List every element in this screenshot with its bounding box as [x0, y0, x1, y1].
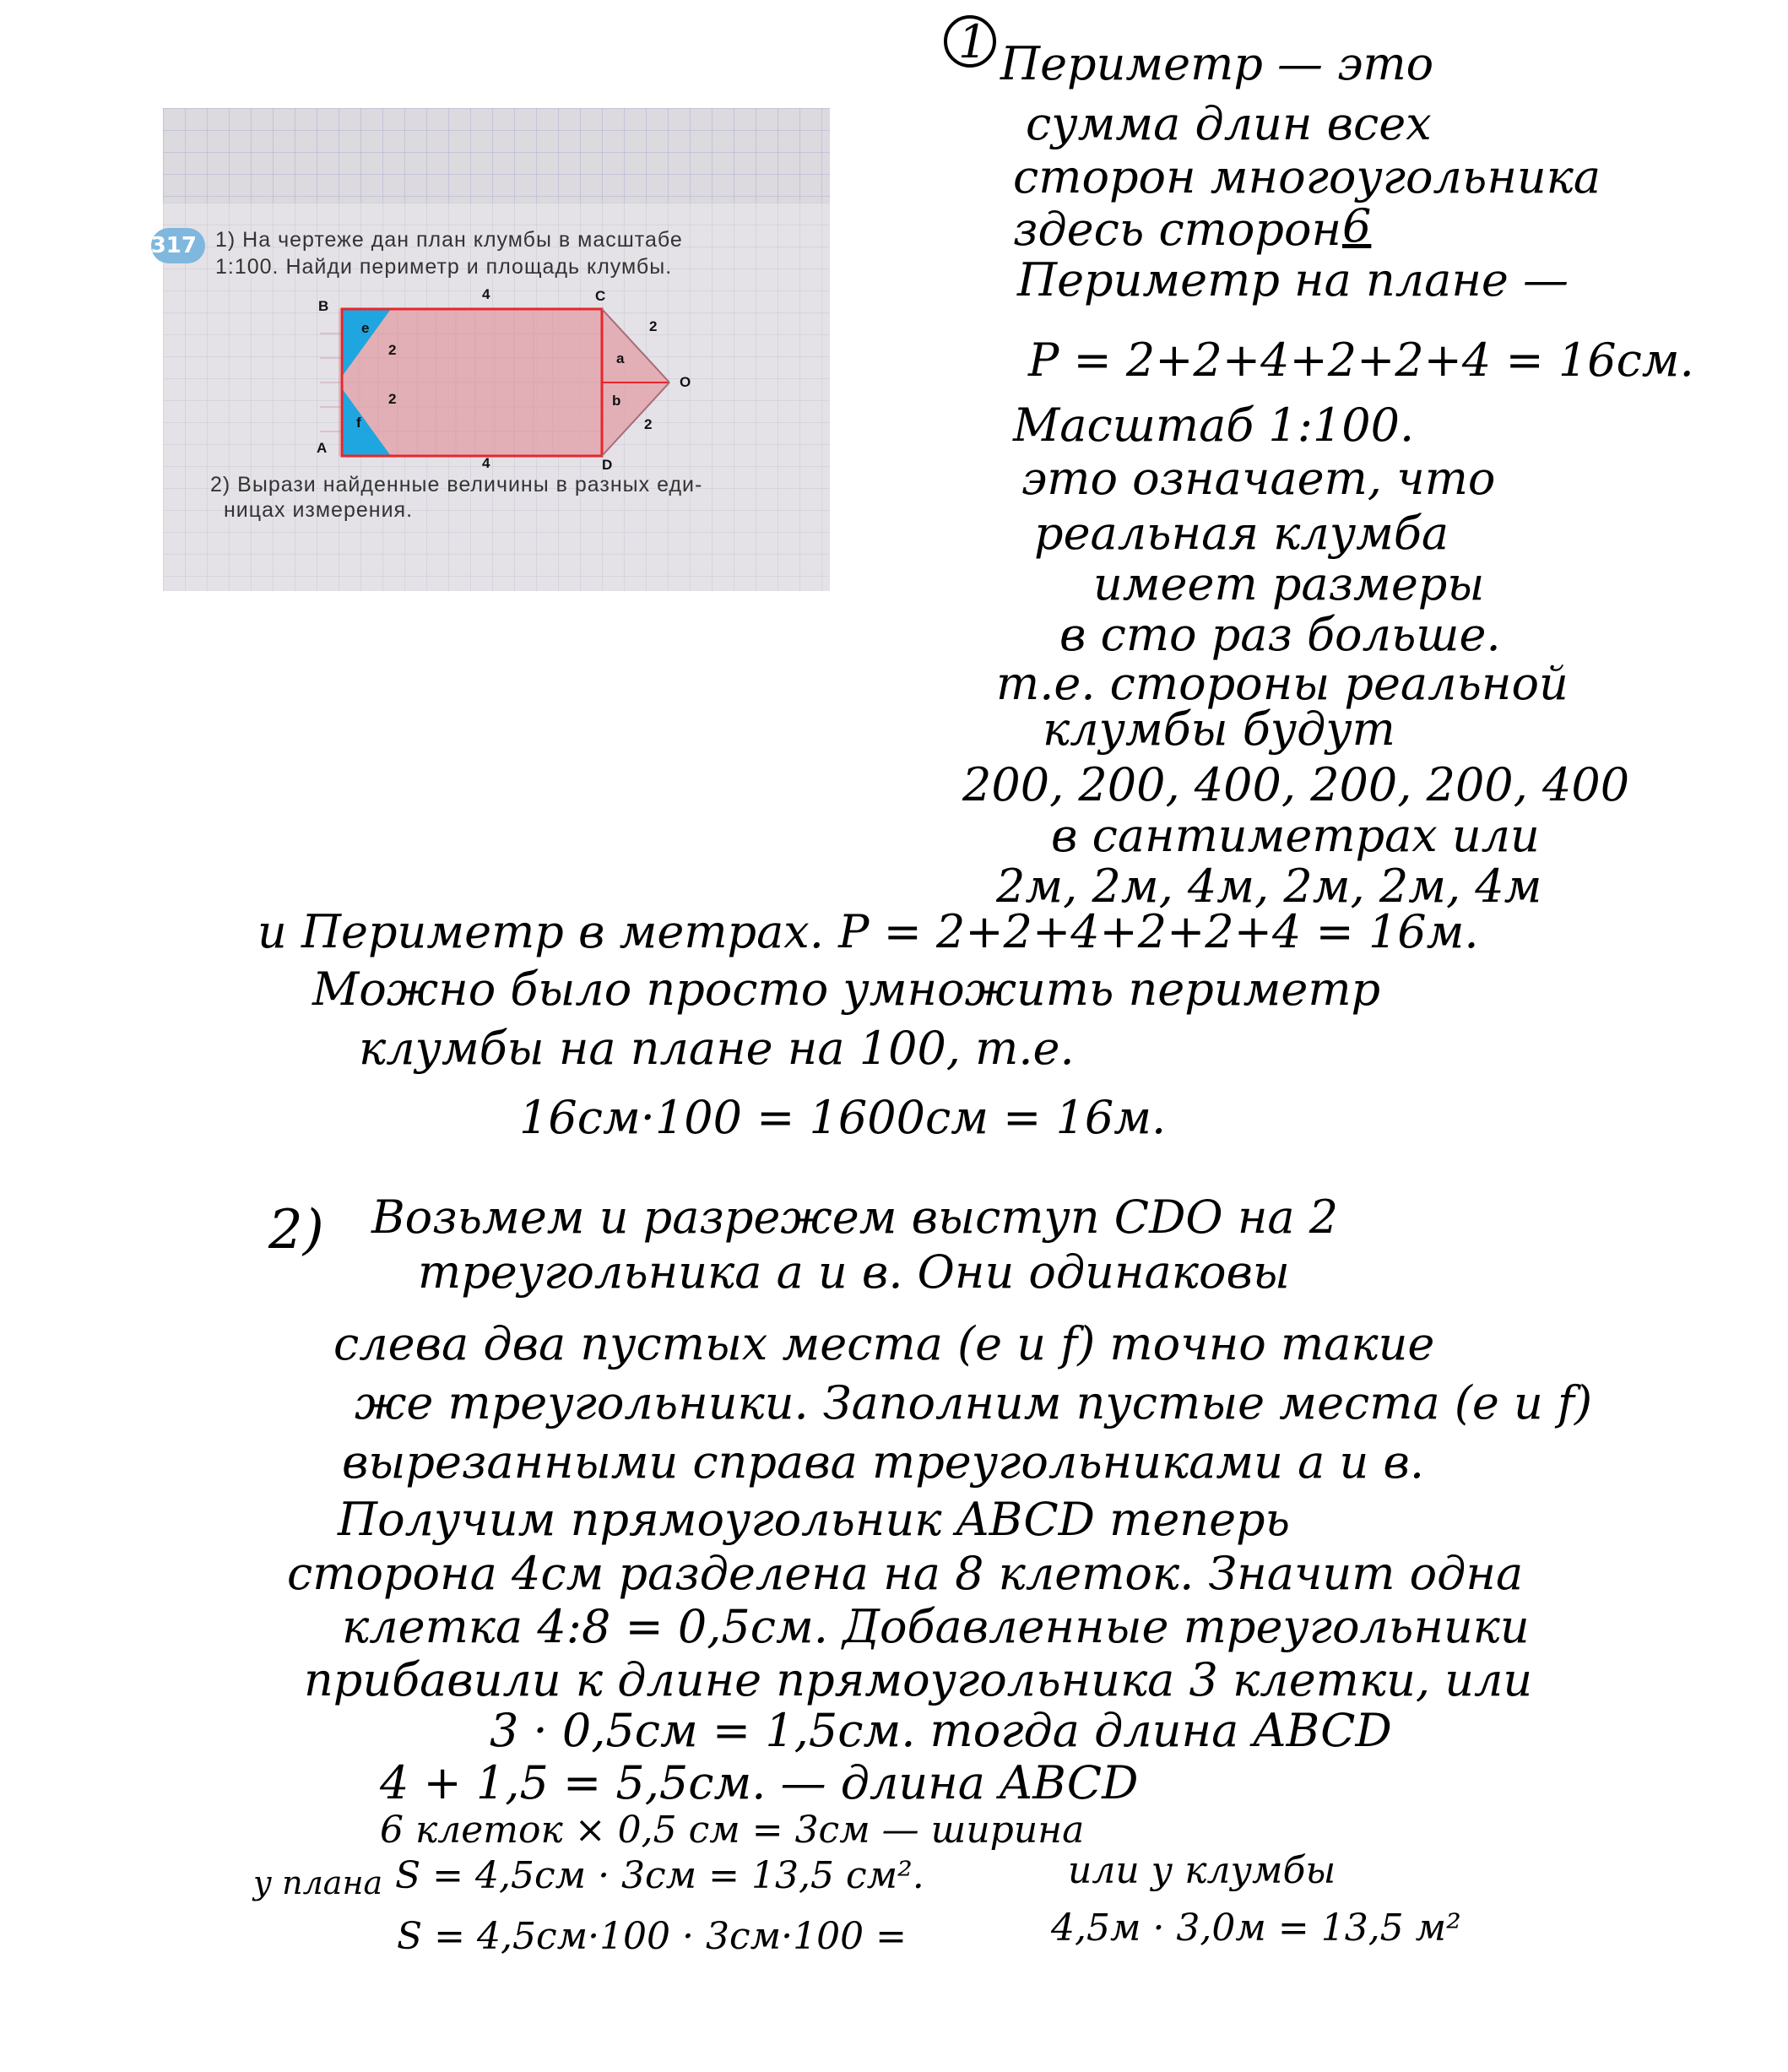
note-l28: клетка 4:8 = 0,5см. Добавленные треугольники	[342, 1600, 1530, 1653]
label-bottom-4: 4	[482, 455, 490, 471]
note-l4-a: здесь сторон	[1013, 203, 1342, 256]
note-l3: сторон многоугольника	[1013, 150, 1601, 203]
label-D: D	[602, 457, 613, 473]
label-f: f	[356, 415, 361, 431]
note-l22: треугольника a и в. Они одинаковы	[418, 1245, 1290, 1299]
label-A: A	[317, 440, 328, 456]
note-l13: клумбы будут	[1043, 702, 1395, 756]
label-e: e	[361, 320, 370, 336]
label-b: b	[612, 393, 621, 409]
textbook-photo	[150, 108, 830, 591]
note-l17: и Периметр в метрах. P = 2+2+4+2+2+4 = 16м.	[257, 905, 1479, 958]
note-l14: 200, 200, 400, 200, 200, 400	[962, 758, 1630, 811]
label-O: O	[680, 374, 691, 390]
note-l33-c: или у клумбы	[1068, 1849, 1336, 1892]
note-l20: 16см·100 = 1600см = 16м.	[519, 1091, 1167, 1144]
note-l34: S = 4,5см·100 · 3см·100 =	[397, 1915, 907, 1958]
note-l7: Масштаб 1:100.	[1013, 399, 1415, 452]
label-left-upper-2: 2	[388, 342, 397, 358]
note-area-real: 4,5м · 3,0м = 13,5 м²	[1051, 1907, 1461, 1950]
note-l32: 6 клеток × 0,5 см = 3см — ширина	[380, 1809, 1085, 1852]
task-text-line2: 1:100. Найди периметр и площадь клумбы.	[215, 255, 673, 279]
label-top-4: 4	[482, 286, 490, 302]
task-text-line3: 2) Вырази найденные величины в разных еди-	[210, 473, 703, 496]
note-l5: Периметр на плане —	[1017, 253, 1569, 306]
label-left-lower-2: 2	[388, 391, 397, 407]
note-l1: Периметр — это	[1000, 37, 1434, 90]
note-l26: Получим прямоугольник ABCD теперь	[338, 1493, 1290, 1546]
note-l23: слева два пустых места (e и f) точно такие	[333, 1317, 1435, 1370]
note-l12: т.е. стороны реальной	[996, 657, 1569, 710]
note-l19: клумбы на плане на 100, т.е.	[359, 1022, 1075, 1075]
task-text-line4: ницах измерения.	[224, 498, 414, 522]
label-od-2: 2	[644, 416, 653, 432]
note-l33-a: у плана	[253, 1864, 383, 1901]
note-l29: прибавили к длине прямоугольника 3 клетки, или	[304, 1653, 1533, 1706]
note-l31: 4 + 1,5 = 5,5см. — длина ABCD	[380, 1756, 1139, 1809]
note-l4-b: 6	[1342, 199, 1372, 252]
label-a: a	[616, 350, 625, 366]
note-l2: сумма длин всех	[1026, 97, 1432, 150]
part1-number: 1	[958, 15, 988, 68]
note-l25: вырезанными справа треугольниками a и в.	[342, 1435, 1425, 1489]
note-area-plan: S = 4,5см · 3см = 13,5 см².	[395, 1854, 924, 1897]
note-l18: Можно было просто умножить периметр	[312, 963, 1381, 1016]
note-l8: это означает, что	[1021, 452, 1496, 505]
task-text-line1: 1) На чертеже дан план клумбы в масштабе	[215, 228, 683, 252]
label-B: B	[318, 298, 329, 314]
label-co-2: 2	[649, 318, 658, 334]
note-l27: сторона 4см разделена на 8 клеток. Значит одна	[287, 1547, 1524, 1600]
note-l10: имеет размеры	[1093, 557, 1485, 610]
task-number-badge: 317	[151, 228, 205, 263]
note-l9: реальная клумба	[1034, 507, 1449, 560]
note-l11: в сто раз больше.	[1059, 608, 1501, 661]
note-l15: в сантиметрах или	[1051, 809, 1540, 862]
part2-number: 2)	[268, 1199, 324, 1261]
note-l24: же треугольники. Заполним пустые места (e и f)	[355, 1376, 1593, 1429]
note-perimeter-plan: P = 2+2+4+2+2+4 = 16см.	[1028, 334, 1694, 387]
note-l16: 2м, 2м, 4м, 2м, 2м, 4м	[996, 860, 1542, 913]
note-l21: Возьмем и разрежем выступ CDO на 2	[371, 1191, 1339, 1244]
note-l30: 3 · 0,5см = 1,5см. тогда длина ABCD	[490, 1704, 1392, 1757]
label-C: C	[595, 288, 606, 304]
